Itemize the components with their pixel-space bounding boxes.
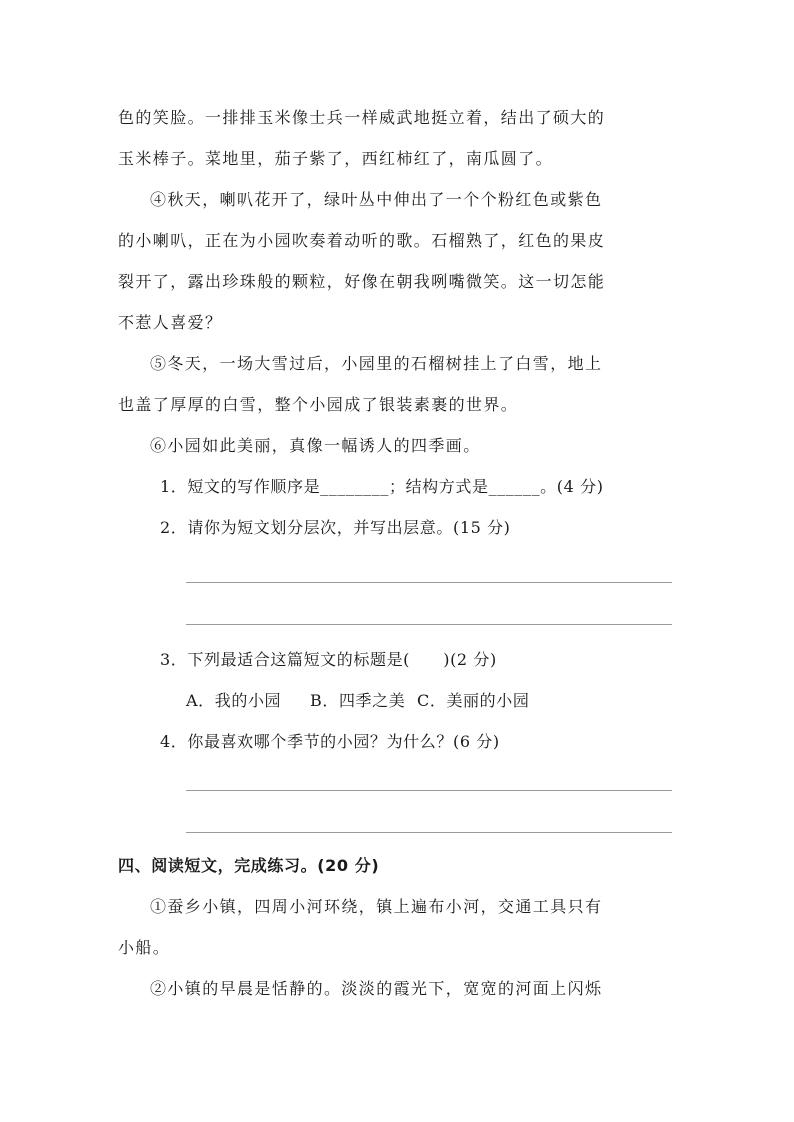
option-c[interactable]: C．美丽的小园 [417, 691, 530, 710]
question-4: 4．你最喜欢哪个季节的小园？为什么？(6 分) [160, 732, 500, 751]
passage-paragraph-5: ⑤冬天，一场大雪过后，小园里的石榴树挂上了白雪，地上 [150, 354, 603, 373]
passage-line: 色的笑脸。一排排玉米像士兵一样威武地挺立着，结出了硕大的 [118, 108, 606, 127]
passage2-line: 小船。 [118, 938, 171, 957]
passage2-paragraph-1: ①蚕乡小镇，四周小河环绕，镇上遍布小河，交通工具只有 [150, 897, 603, 916]
passage-line: 不惹人喜爱？ [118, 313, 223, 332]
answer-line-q2-1[interactable] [186, 582, 672, 583]
passage-line: 的小喇叭，正在为小园吹奏着动听的歌。石榴熟了，红色的果皮 [118, 231, 606, 250]
passage-line: 也盖了厚厚的白雪，整个小园成了银装素裹的世界。 [118, 395, 519, 414]
option-b[interactable]: B．四季之美 [310, 691, 406, 710]
option-a[interactable]: A．我的小园 [186, 691, 282, 710]
answer-line-q2-2[interactable] [186, 624, 672, 625]
answer-line-q4-1[interactable] [186, 790, 672, 791]
passage-paragraph-4: ④秋天，喇叭花开了，绿叶丛中伸出了一个个粉红色或紫色 [150, 190, 603, 209]
passage-paragraph-6: ⑥小园如此美丽，真像一幅诱人的四季画。 [150, 436, 481, 455]
question-2: 2．请你为短文划分层次，并写出层意。(15 分) [160, 518, 511, 537]
question-1: 1．短文的写作顺序是________；结构方式是______。(4 分) [160, 477, 604, 496]
passage-line: 玉米棒子。菜地里，茄子紫了，西红柿红了，南瓜圆了。 [118, 149, 554, 168]
answer-line-q4-2[interactable] [186, 832, 672, 833]
section-4-heading: 四、阅读短文，完成练习。(20 分) [118, 856, 380, 875]
passage2-paragraph-2: ②小镇的早晨是恬静的。淡淡的霞光下，宽宽的河面上闪烁 [150, 979, 603, 998]
question-3-options [186, 691, 529, 711]
passage-line: 裂开了，露出珍珠般的颗粒，好像在朝我咧嘴微笑。这一切怎能 [118, 272, 606, 291]
question-3: 3．下列最适合这篇短文的标题是( )(2 分) [160, 650, 497, 669]
